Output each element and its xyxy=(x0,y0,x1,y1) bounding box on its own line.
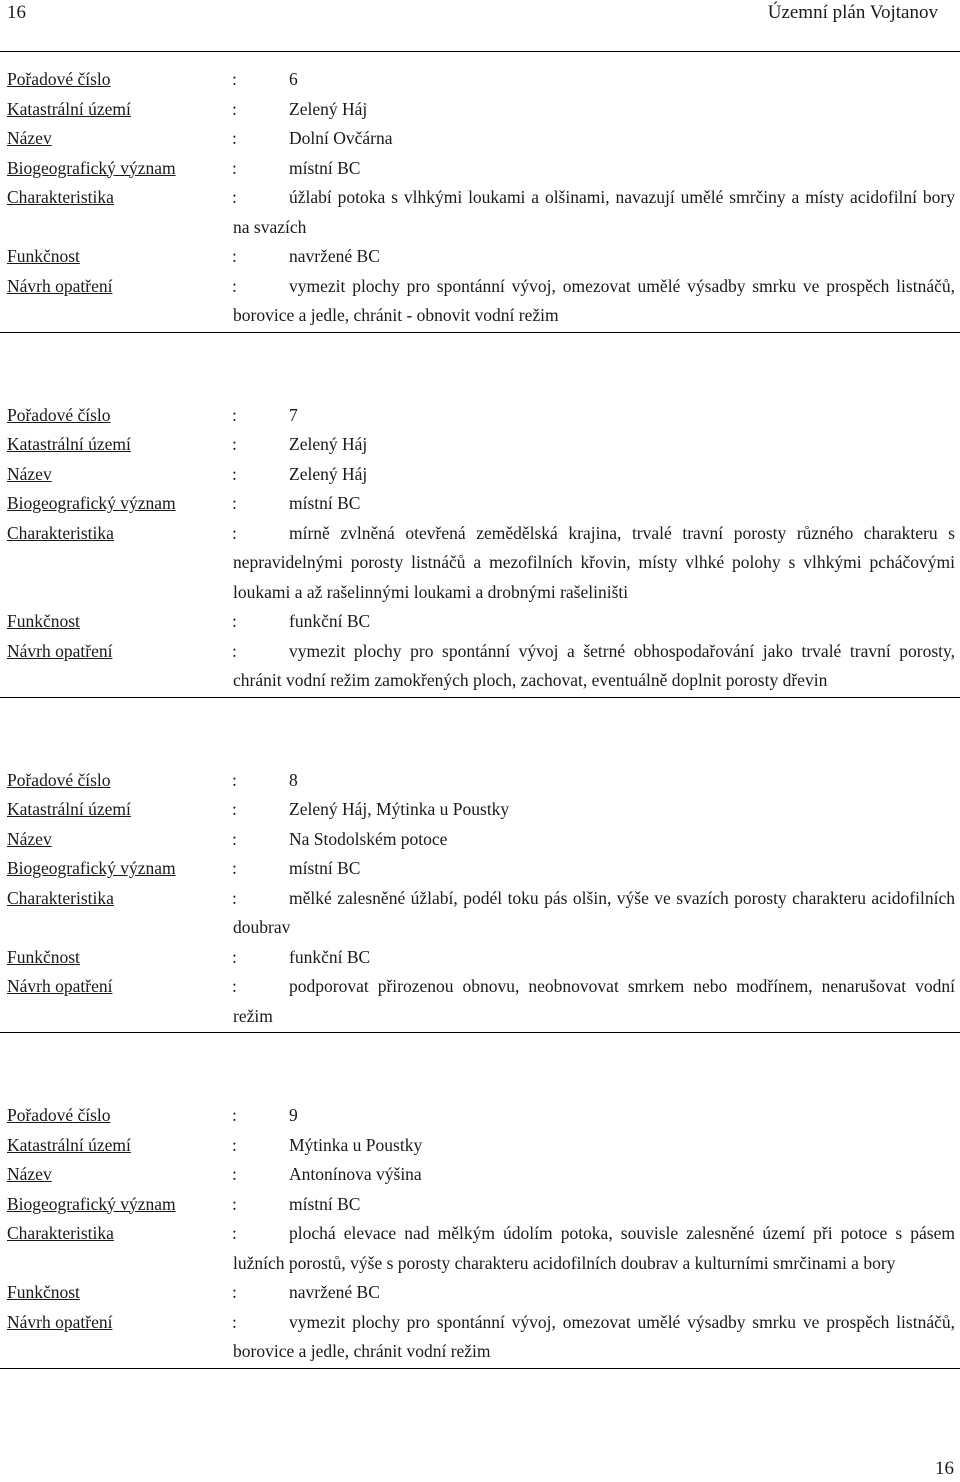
row-biogeograficky-vyznam: Biogeografický význam : místní BC xyxy=(0,1190,960,1220)
label-biogeograficky-vyznam: Biogeografický význam xyxy=(7,1193,176,1214)
value-poradove-cislo: 8 xyxy=(289,769,298,790)
value-charakteristika: mírně zvlněná otevřená zemědělská krajina, trvalé travní porosty různého charakteru s nepravidelnými porosty listnáčů a mezofilních křovin, místy vlhké polohy s vlhkými pcháčovými loukami a až rašelinnými loukami a drobnými rašeliništi xyxy=(233,522,955,602)
row-funkcnost: Funkčnost : funkční BC xyxy=(0,607,960,637)
row-biogeograficky-vyznam: Biogeografický význam : místní BC xyxy=(0,854,960,884)
row-poradove-cislo: Pořadové číslo : 6 xyxy=(0,65,960,95)
row-navrh-opatreni: Návrh opatření : vymezit plochy pro spontánní vývoj a šetrné obhospodařování jako trvalé travní porosty, chránit vodní režim zamokřených ploch, zachovat, eventuálně doplnit porosty dřevin xyxy=(0,637,960,696)
row-charakteristika: Charakteristika : mírně zvlněná otevřená zemědělská krajina, trvalé travní porosty různého charakteru s nepravidelnými porosty listnáčů a mezofilních křovin, místy vlhké polohy s vlhkými pcháčovými loukami a až rašelinnými loukami a drobnými rašeliništi xyxy=(0,519,960,608)
row-katastralni-uzemi: Katastrální území : Mýtinka u Poustky xyxy=(0,1131,960,1161)
value-nazev: Na Stodolském potoce xyxy=(289,828,448,849)
label-poradove-cislo: Pořadové číslo xyxy=(7,1105,111,1125)
row-biogeograficky-vyznam: Biogeografický význam : místní BC xyxy=(0,154,960,184)
value-katastralni-uzemi: Zelený Háj xyxy=(289,98,368,119)
row-charakteristika: Charakteristika : úžlabí potoka s vlhkými loukami a olšinami, navazují umělé smrčiny a místy acidofilní bory na svazích xyxy=(0,183,960,242)
row-charakteristika: Charakteristika : mělké zalesněné úžlabí, podél toku pás olšin, výše ve svazích porosty charakteru acidofilních doubrav xyxy=(0,884,960,943)
row-poradove-cislo: Pořadové číslo : 7 xyxy=(0,401,960,431)
label-navrh-opatreni: Návrh opatření xyxy=(7,640,113,661)
label-funkcnost: Funkčnost xyxy=(7,246,80,266)
row-funkcnost: Funkčnost : funkční BC xyxy=(0,943,960,973)
label-charakteristika: Charakteristika xyxy=(7,1223,114,1243)
footer-page-number: 16 xyxy=(935,1458,954,1479)
value-katastralni-uzemi: Mýtinka u Poustky xyxy=(289,1134,423,1155)
value-biogeograficky-vyznam: místní BC xyxy=(289,1193,361,1214)
label-biogeograficky-vyznam: Biogeografický význam xyxy=(7,493,176,513)
row-charakteristika: Charakteristika : plochá elevace nad mělkým údolím potoka, souvisle zalesněné území při potoce s pásem lužních porostů, výše s porosty charakteru acidofilních doubrav a kulturními smrčinami a bory xyxy=(0,1219,960,1278)
label-funkcnost: Funkčnost xyxy=(7,946,80,967)
value-biogeograficky-vyznam: místní BC xyxy=(289,157,361,178)
row-katastralni-uzemi: Katastrální území : Zelený Háj, Mýtinka u Poustky xyxy=(0,795,960,825)
row-nazev: Název : Antonínova výšina xyxy=(0,1160,960,1190)
value-funkcnost: funkční BC xyxy=(289,611,371,631)
label-navrh-opatreni: Návrh opatření xyxy=(7,1311,113,1332)
label-charakteristika: Charakteristika xyxy=(7,187,114,207)
label-navrh-opatreni: Návrh opatření xyxy=(7,275,113,296)
label-nazev: Název xyxy=(7,828,52,849)
value-navrh-opatreni: vymezit plochy pro spontánní vývoj, omezovat umělé výsadby smrku ve prospěch listnáčů, borovice a jedle, chránit vodní režim xyxy=(233,1311,955,1361)
value-navrh-opatreni: vymezit plochy pro spontánní vývoj, omezovat umělé výsadby smrku ve prospěch listnáčů, borovice a jedle, chránit - obnovit vodní režim xyxy=(233,275,955,325)
header-rule xyxy=(0,51,960,52)
value-poradove-cislo: 9 xyxy=(289,1105,298,1125)
value-poradove-cislo: 6 xyxy=(289,69,298,89)
record-8 xyxy=(0,763,960,1034)
value-charakteristika: mělké zalesněné úžlabí, podél toku pás olšin, výše ve svazích porosty charakteru acidofilních doubrav xyxy=(233,887,955,937)
value-funkcnost: funkční BC xyxy=(289,946,371,967)
value-nazev: Zelený Háj xyxy=(289,463,368,484)
label-funkcnost: Funkčnost xyxy=(7,611,80,631)
label-biogeograficky-vyznam: Biogeografický význam xyxy=(7,858,176,878)
value-katastralni-uzemi: Zelený Háj xyxy=(289,434,368,454)
value-charakteristika: plochá elevace nad mělkým údolím potoka, souvisle zalesněné území při potoce s pásem lužních porostů, výše s porosty charakteru acidofilních doubrav a kulturními smrčinami a bory xyxy=(233,1223,955,1273)
row-nazev: Název : Na Stodolském potoce xyxy=(0,825,960,855)
label-nazev: Název xyxy=(7,128,52,148)
value-nazev: Antonínova výšina xyxy=(289,1164,422,1184)
label-poradove-cislo: Pořadové číslo xyxy=(7,404,111,425)
header-page-number: 16 xyxy=(7,2,26,23)
label-poradove-cislo: Pořadové číslo xyxy=(7,769,111,790)
label-katastralni-uzemi: Katastrální území xyxy=(7,1134,131,1155)
record-9 xyxy=(0,1098,960,1369)
label-katastralni-uzemi: Katastrální území xyxy=(7,98,131,119)
label-katastralni-uzemi: Katastrální území xyxy=(7,799,131,819)
value-nazev: Dolní Ovčárna xyxy=(289,128,393,148)
label-navrh-opatreni: Návrh opatření xyxy=(7,976,113,996)
row-navrh-opatreni: Návrh opatření : vymezit plochy pro spontánní vývoj, omezovat umělé výsadby smrku ve prospěch listnáčů, borovice a jedle, chránit - obnovit vodní režim xyxy=(0,272,960,331)
record-6 xyxy=(0,62,960,333)
label-poradove-cislo: Pořadové číslo xyxy=(7,69,111,89)
value-katastralni-uzemi: Zelený Háj, Mýtinka u Poustky xyxy=(289,799,510,819)
label-nazev: Název xyxy=(7,1164,52,1184)
label-biogeograficky-vyznam: Biogeografický význam xyxy=(7,157,176,178)
record-7 xyxy=(0,398,960,698)
value-funkcnost: navržené BC xyxy=(289,1282,380,1302)
row-funkcnost: Funkčnost : navržené BC xyxy=(0,1278,960,1308)
row-katastralni-uzemi: Katastrální území : Zelený Háj xyxy=(0,95,960,125)
value-funkcnost: navržené BC xyxy=(289,246,380,266)
row-poradove-cislo: Pořadové číslo : 8 xyxy=(0,766,960,796)
label-katastralni-uzemi: Katastrální území xyxy=(7,434,131,454)
row-funkcnost: Funkčnost : navržené BC xyxy=(0,242,960,272)
value-navrh-opatreni: vymezit plochy pro spontánní vývoj a šetrné obhospodařování jako trvalé travní porosty, chránit vodní režim zamokřených ploch, zachovat, eventuálně doplnit porosty dřevin xyxy=(233,640,955,690)
value-navrh-opatreni: podporovat přirozenou obnovu, neobnovovat smrkem nebo modřínem, nenarušovat vodní režim xyxy=(233,976,955,1026)
value-biogeograficky-vyznam: místní BC xyxy=(289,493,361,513)
records-list xyxy=(0,62,960,1369)
label-charakteristika: Charakteristika xyxy=(7,887,114,908)
page-header xyxy=(0,0,960,52)
value-biogeograficky-vyznam: místní BC xyxy=(289,858,361,878)
value-charakteristika: úžlabí potoka s vlhkými loukami a olšinami, navazují umělé smrčiny a místy acidofilní bory na svazích xyxy=(233,187,955,237)
label-charakteristika: Charakteristika xyxy=(7,522,114,543)
header-document-title: Územní plán Vojtanov xyxy=(767,2,938,23)
row-nazev: Název : Zelený Háj xyxy=(0,460,960,490)
row-poradove-cislo: Pořadové číslo : 9 xyxy=(0,1101,960,1131)
row-katastralni-uzemi: Katastrální území : Zelený Háj xyxy=(0,430,960,460)
row-biogeograficky-vyznam: Biogeografický význam : místní BC xyxy=(0,489,960,519)
value-poradove-cislo: 7 xyxy=(289,404,298,425)
row-nazev: Název : Dolní Ovčárna xyxy=(0,124,960,154)
label-nazev: Název xyxy=(7,463,52,484)
row-navrh-opatreni: Návrh opatření : podporovat přirozenou obnovu, neobnovovat smrkem nebo modřínem, nenarušovat vodní režim xyxy=(0,972,960,1031)
row-navrh-opatreni: Návrh opatření : vymezit plochy pro spontánní vývoj, omezovat umělé výsadby smrku ve prospěch listnáčů, borovice a jedle, chránit vodní režim xyxy=(0,1308,960,1367)
label-funkcnost: Funkčnost xyxy=(7,1282,80,1302)
